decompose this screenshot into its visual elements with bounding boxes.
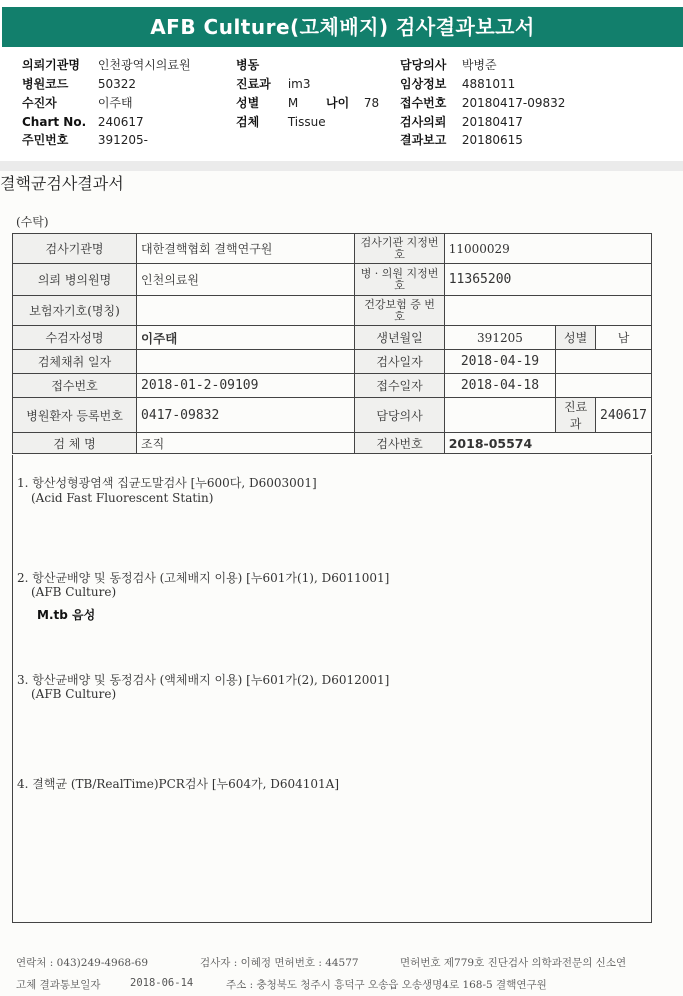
result-item-2: 2. 항산균배양 및 동정검사 (고체배지 이용) [누601가(1), D6011001] [17, 571, 390, 585]
cell-value: 2018-01-2-09109 [137, 374, 355, 398]
cell-empty [556, 374, 652, 398]
cell-value: 2018-04-19 [444, 350, 555, 374]
cell-value: 남 [596, 326, 652, 350]
cell-label: 검사일자 [355, 350, 444, 374]
info-label: 의뢰기관명 [22, 58, 80, 72]
info-value: 4881011 [461, 77, 516, 91]
cell-label: 검사번호 [355, 433, 444, 454]
info-value: 391205- [97, 133, 148, 147]
table-row [13, 264, 652, 296]
info-hospital-code [22, 76, 136, 92]
cell-label: 병원환자 등록번호 [13, 398, 137, 433]
info-department [236, 76, 311, 92]
cell-label: 담당의사 [355, 398, 444, 433]
info-label: 수진자 [22, 96, 57, 110]
info-label: 진료과 [236, 77, 271, 91]
document-title: 결핵균검사결과서 [0, 174, 124, 193]
cell-value: 인천의료원 [137, 264, 355, 296]
info-value: Tissue [287, 115, 326, 129]
result-item-2-value: M.tb 음성 [37, 608, 96, 622]
info-label: 결과보고 [400, 133, 447, 147]
cell-value: 이주태 [137, 326, 355, 350]
info-reception-number [400, 95, 565, 111]
cell-value: 2018-05574 [444, 433, 651, 454]
footer-notice-date: 2018-06-14 [130, 977, 194, 989]
cell-value: 조직 [137, 433, 355, 454]
footer-examiner: 검사자 : 이혜정 면허번호 : 44577 [200, 957, 359, 969]
cell-value [137, 296, 355, 326]
cell-label: 병 · 의원 지정번호 [355, 264, 444, 296]
cell-label: 건강보험 증 번 호 [355, 296, 444, 326]
footer-notice-label: 고체 결과통보일자 [16, 979, 101, 991]
patient-info-table [12, 233, 652, 454]
cell-label: 검 체 명 [13, 433, 137, 454]
section-divider [0, 161, 683, 171]
info-age [326, 95, 379, 111]
cell-label: 검체채취 일자 [13, 350, 137, 374]
info-label: 나이 [326, 96, 350, 110]
footer-address: 주소 : 충청북도 청주시 흥덕구 오송읍 오송생명4로 168-5 결핵연구원 [226, 979, 547, 991]
cell-value: 대한결핵협회 결핵연구원 [137, 234, 355, 264]
report-header-panel [0, 0, 683, 172]
table-row [13, 296, 652, 326]
result-item-3-subtitle: (AFB Culture) [31, 687, 117, 701]
cell-label: 생년월일 [355, 326, 444, 350]
info-ward [236, 57, 284, 73]
info-label: 병원코드 [22, 77, 69, 91]
info-value: 인천광역시의료원 [97, 58, 191, 72]
cell-value: 0417-09832 [137, 398, 355, 433]
cell-label: 보험자기호(명칭) [13, 296, 137, 326]
info-request-date [400, 114, 523, 130]
info-chart-no [22, 114, 144, 130]
result-item-1: 1. 항산성형광염색 집균도말검사 [누600다, D6003001] [17, 476, 317, 490]
info-report-date [400, 132, 523, 148]
info-value: 50322 [97, 77, 137, 91]
cell-value: 11365200 [444, 264, 651, 296]
result-item-1-subtitle: (Acid Fast Fluorescent Statin) [31, 491, 214, 505]
info-value: 박병준 [461, 58, 497, 72]
table-row [13, 374, 652, 398]
results-panel [12, 455, 652, 923]
result-item-3: 3. 항산균배양 및 동정검사 (액체배지 이용) [누601가(2), D6012001] [17, 673, 390, 687]
footer-specialist: 면허번호 제779호 진단검사 의학과전문의 신소연 [400, 957, 627, 969]
info-value: 이주태 [97, 96, 133, 110]
cell-value: 11000029 [444, 234, 651, 264]
result-item-4: 4. 결핵균 (TB/RealTime)PCR검사 [누604가, D604101A] [17, 777, 340, 791]
info-clinical-info [400, 76, 515, 92]
info-value: 20180417-09832 [461, 96, 566, 110]
cell-label: 성별 [556, 326, 596, 350]
cell-label: 접수번호 [13, 374, 137, 398]
table-row [13, 350, 652, 374]
info-specimen [236, 114, 326, 130]
table-row [13, 433, 652, 454]
info-value: im3 [287, 77, 311, 91]
info-label: 병동 [236, 58, 260, 72]
info-value: 20180615 [461, 133, 523, 147]
info-sex [236, 95, 298, 111]
table-row [13, 398, 652, 433]
cell-value: 391205 [444, 326, 555, 350]
info-value: 20180417 [461, 115, 523, 129]
info-label: 임상정보 [400, 77, 447, 91]
table-row [13, 234, 652, 264]
info-patient [22, 95, 133, 111]
info-requesting-institution [22, 57, 191, 73]
footer-phone: 연락처 : 043)249-4968-69 [16, 957, 148, 969]
info-label: 검체 [236, 115, 260, 129]
cell-label: 진료과 [556, 398, 596, 433]
info-value: 240617 [97, 115, 144, 129]
info-label: 검사의뢰 [400, 115, 447, 129]
report-title: AFB Culture(고체배지) 검사결과보고서 [2, 7, 683, 47]
cell-label: 의뢰 병의원명 [13, 264, 137, 296]
result-item-2-subtitle: (AFB Culture) [31, 585, 117, 599]
table-row [13, 326, 652, 350]
info-resident-number [22, 132, 148, 148]
info-label: Chart No. [22, 115, 87, 129]
cell-label: 수검자성명 [13, 326, 137, 350]
info-label: 접수번호 [400, 96, 447, 110]
cell-value [137, 350, 355, 374]
cell-label: 검사기관명 [13, 234, 137, 264]
info-attending-doctor [400, 57, 497, 73]
info-value: 78 [363, 96, 380, 110]
consignment-label: (수탁) [16, 215, 49, 229]
cell-label: 검사기관 지정번호 [355, 234, 444, 264]
info-value: M [287, 96, 299, 110]
cell-value [444, 296, 651, 326]
cell-empty [556, 350, 652, 374]
cell-value [444, 398, 555, 433]
cell-value: 2018-04-18 [444, 374, 555, 398]
info-label: 성별 [236, 96, 260, 110]
info-label: 주민번호 [22, 133, 69, 147]
cell-label: 접수일자 [355, 374, 444, 398]
info-label: 담당의사 [400, 58, 447, 72]
cell-value: 240617 [596, 398, 652, 433]
